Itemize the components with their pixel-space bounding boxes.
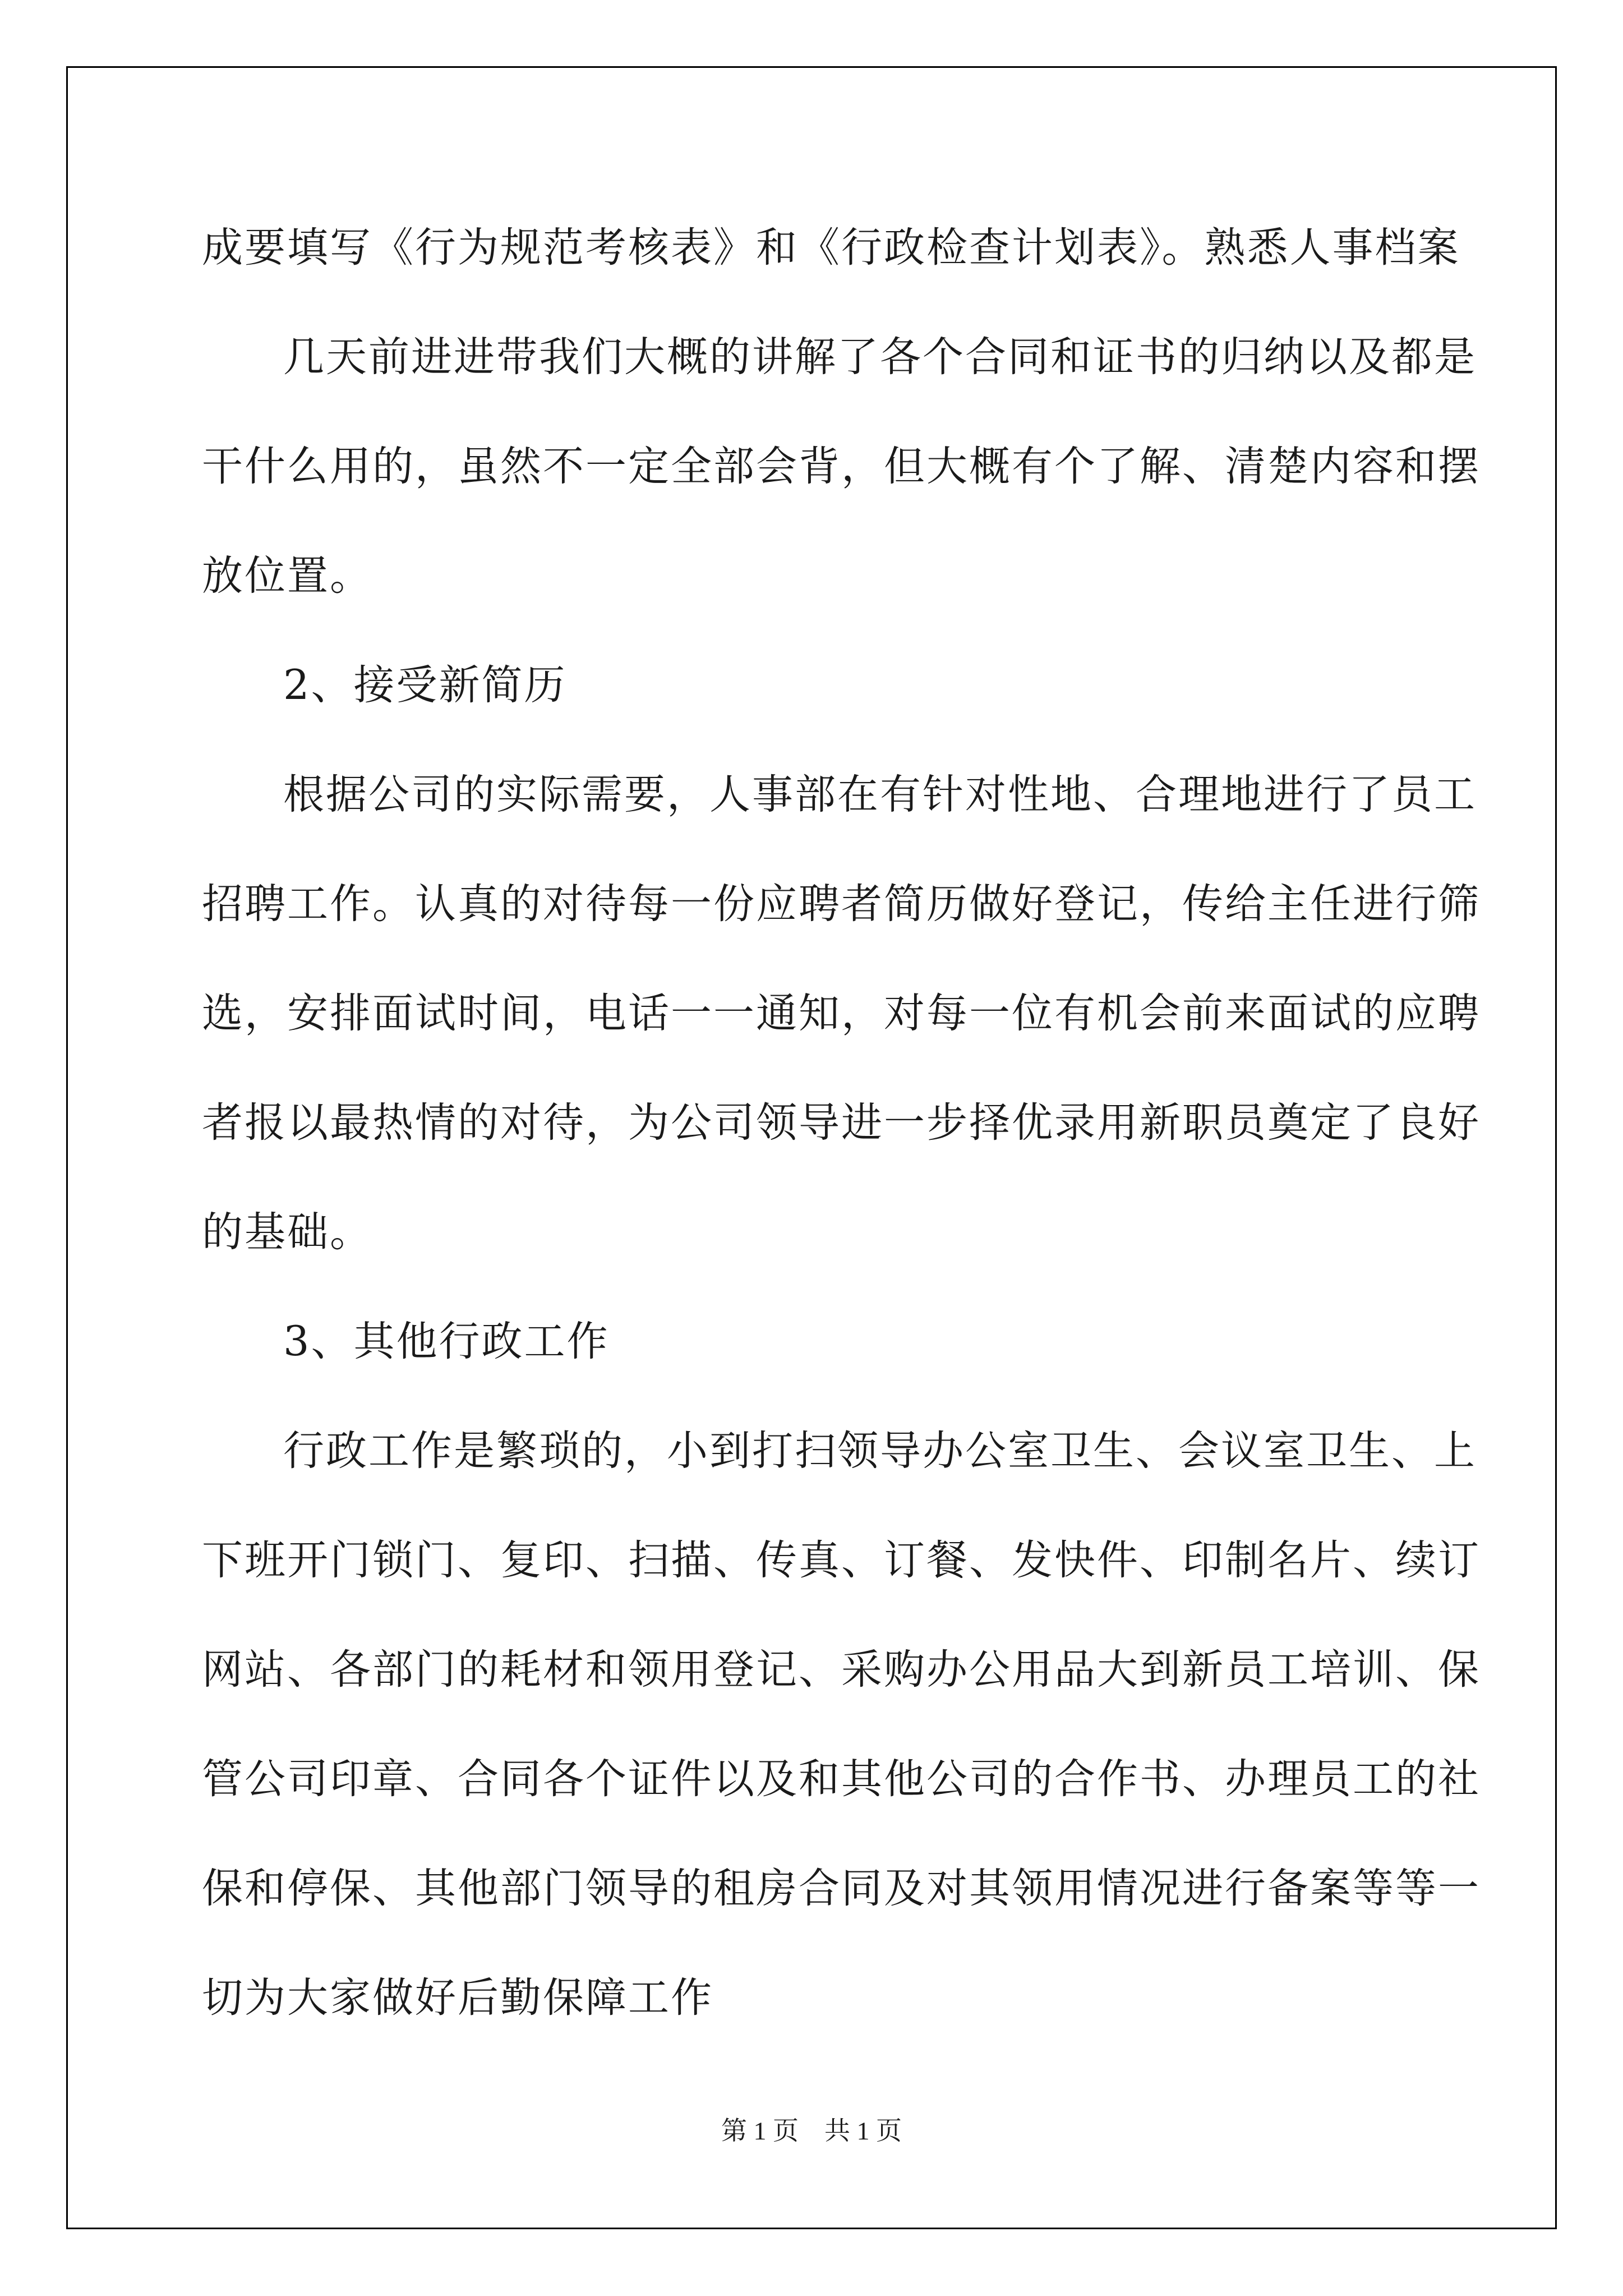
body-line-8: 选，安排面试时间，电话一一通知，对每一位有机会前来面试的应聘 [202, 990, 1481, 1037]
body-line-1: 成要填写《行为规范考核表》和《行政检查计划表》。熟悉人事档案 [202, 224, 1460, 272]
body-line-4: 放位置。 [202, 552, 372, 600]
body-line-3: 干什么用的，虽然不一定全部会背，但大概有个了解、清楚内容和摆 [202, 443, 1481, 490]
page-number-footer: 第 1 页 共 1 页 [721, 2116, 902, 2145]
body-line-17: 切为大家做好后勤保障工作 [202, 1974, 713, 2022]
body-line-6: 根据公司的实际需要，人事部在有针对性地、合理地进行了员工 [283, 771, 1477, 818]
section-heading-2: 2、接受新简历 [283, 661, 567, 709]
body-line-10: 的基础。 [202, 1208, 372, 1256]
body-line-14: 网站、各部门的耗材和领用登记、采购办公用品大到新员工培训、保 [202, 1646, 1481, 1694]
body-line-2: 几天前进进带我们大概的讲解了各个合同和证书的归纳以及都是 [283, 333, 1477, 381]
body-line-15: 管公司印章、合同各个证件以及和其他公司的合作书、办理员工的社 [202, 1755, 1481, 1803]
section-heading-3: 3、其他行政工作 [283, 1318, 610, 1365]
body-line-16: 保和停保、其他部门领导的租房合同及对其领用情况进行备案等等一 [202, 1865, 1481, 1912]
body-line-9: 者报以最热情的对待，为公司领导进一步择优录用新职员奠定了良好 [202, 1099, 1481, 1147]
body-line-13: 下班开门锁门、复印、扫描、传真、订餐、发快件、印制名片、续订 [202, 1536, 1481, 1584]
body-line-12: 行政工作是繁琐的，小到打扫领导办公室卫生、会议室卫生、上 [283, 1427, 1477, 1475]
body-line-7: 招聘工作。认真的对待每一份应聘者简历做好登记，传给主任进行筛 [202, 880, 1481, 928]
